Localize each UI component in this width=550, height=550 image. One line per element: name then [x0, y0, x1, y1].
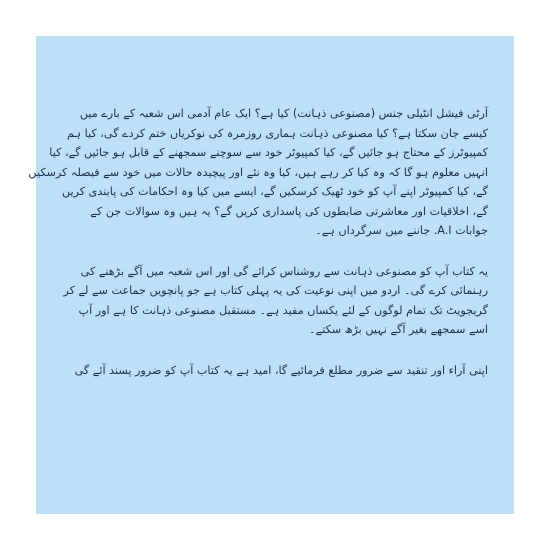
text-line: گے، کیا کمپیوٹر اپنے آپ کو خود ٹھیک کرسکیں گے، ایسے میں کیا وہ احکامات کی پابندی کریں [61, 185, 488, 198]
text-line: رہنمائی کرے گی۔ اردو میں اپنی نوعیت کی یہ پہلی کتاب ہے جو پانچویں جماعت سے لے کر [63, 284, 488, 297]
text-line: کمپیوٹرز کے محتاج ہو جائیں گے، کیا کمپیوٹر خود سے سوچنے سمجھنے کے قابل ہو جائیں گے، کیا [49, 146, 488, 159]
text-line: کیسے جان سکتا ہے؟ کیا مصنوعی ذہانت ہماری روزمرہ کی نوکریاں ختم کردے گی، کیا ہم [67, 126, 488, 140]
text-line: گے، اخلاقیات اور معاشرتی ضابطوں کی پاسداری کریں گے؟ یہ ہیں وہ سوالات جن کے [90, 204, 488, 218]
text-line: گریجویٹ تک تمام لوگوں کے لئے یکساں مفید ہے۔ مستقبل مصنوعی ذہانت کا ہے اور آپ [78, 303, 488, 317]
paragraph-book-description [63, 262, 488, 340]
text-line: اپنی آراء اور تنقید سے ضرور مطلع فرمائیے گا، امید ہے یہ کتاب آپ کو ضرور پسند آئے گی [74, 363, 488, 377]
text-line: انہیں معلوم ہو گا کہ وہ کیا کر رہے ہیں، کیا وہ نئے اور پیچیدہ حالات میں خود سے فیصلہ کرسکیں [28, 165, 488, 179]
paragraph-closing [74, 361, 488, 381]
text-line: جوابات A.I. جاننے میں سرگرداں ہے۔ [315, 224, 488, 237]
text-panel [28, 36, 514, 514]
text-line: آرٹی فیشل انٹیلی جنس (مصنوعی ذہانت) کیا ہے؟ ایک عام آدمی اس شعبہ کے بارے میں [79, 107, 488, 120]
paragraph-intro [28, 104, 488, 241]
text-line: یہ کتاب آپ کو مصنوعی ذہانت سے روشناس کرائے گی اور اس شعبہ میں آگے بڑھنے کی [80, 264, 488, 278]
text-line: اسے سمجھے بغیر آگے نہیں بڑھ سکتے۔ [309, 323, 488, 336]
